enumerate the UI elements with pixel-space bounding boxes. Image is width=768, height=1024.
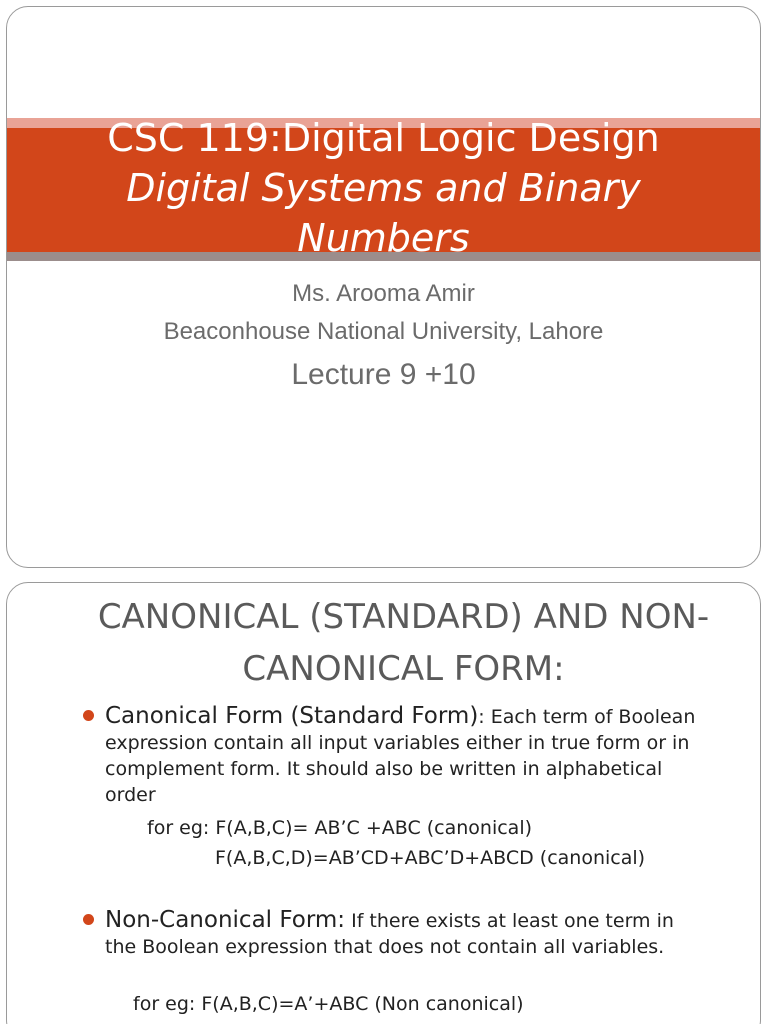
- course-title: CSC 119:Digital Logic Design: [107, 116, 660, 160]
- lecture-number: Lecture 9 +10: [291, 358, 476, 391]
- bullet-heading: Canonical Form (Standard Form): [105, 703, 479, 729]
- slide-title: CANONICAL (STANDARD) AND NON-CANONICAL FORM:: [97, 597, 710, 689]
- example-line: for eg: F(A,B,C)= AB’C +ABC (canonical): [147, 817, 533, 839]
- bullet-dot-icon: [83, 710, 94, 721]
- topic-title: Digital Systems and Binary Numbers: [126, 166, 641, 260]
- bullet-text: [105, 703, 710, 808]
- example-line: F(A,B,C,D)=AB’CD+ABC’D+ABCD (canonical): [215, 847, 646, 869]
- content-slide: [6, 582, 761, 1024]
- title-block: [7, 113, 760, 263]
- bullet-body: If there exists at least one term in the Boolean expression that does not contain all variables.: [105, 910, 674, 958]
- bullet-canonical: [85, 703, 710, 808]
- example-line: for eg: F(A,B,C)=A’+ABC (Non canonical): [133, 993, 524, 1015]
- author-name: Ms. Arooma Amir: [292, 280, 475, 307]
- university-name: Beaconhouse National University, Lahore: [163, 318, 604, 345]
- bullet-non-canonical: [85, 907, 710, 960]
- bullet-body: : Each term of Boolean expression contain all input variables either in true form or in complement form. It should also be written in alphabetical order: [105, 706, 696, 806]
- bullet-text: [105, 907, 710, 960]
- title-slide: [6, 6, 761, 568]
- subtitle-block: [7, 275, 760, 397]
- bullet-dot-icon: [83, 914, 94, 925]
- bullet-heading: Non-Canonical Form:: [105, 907, 346, 933]
